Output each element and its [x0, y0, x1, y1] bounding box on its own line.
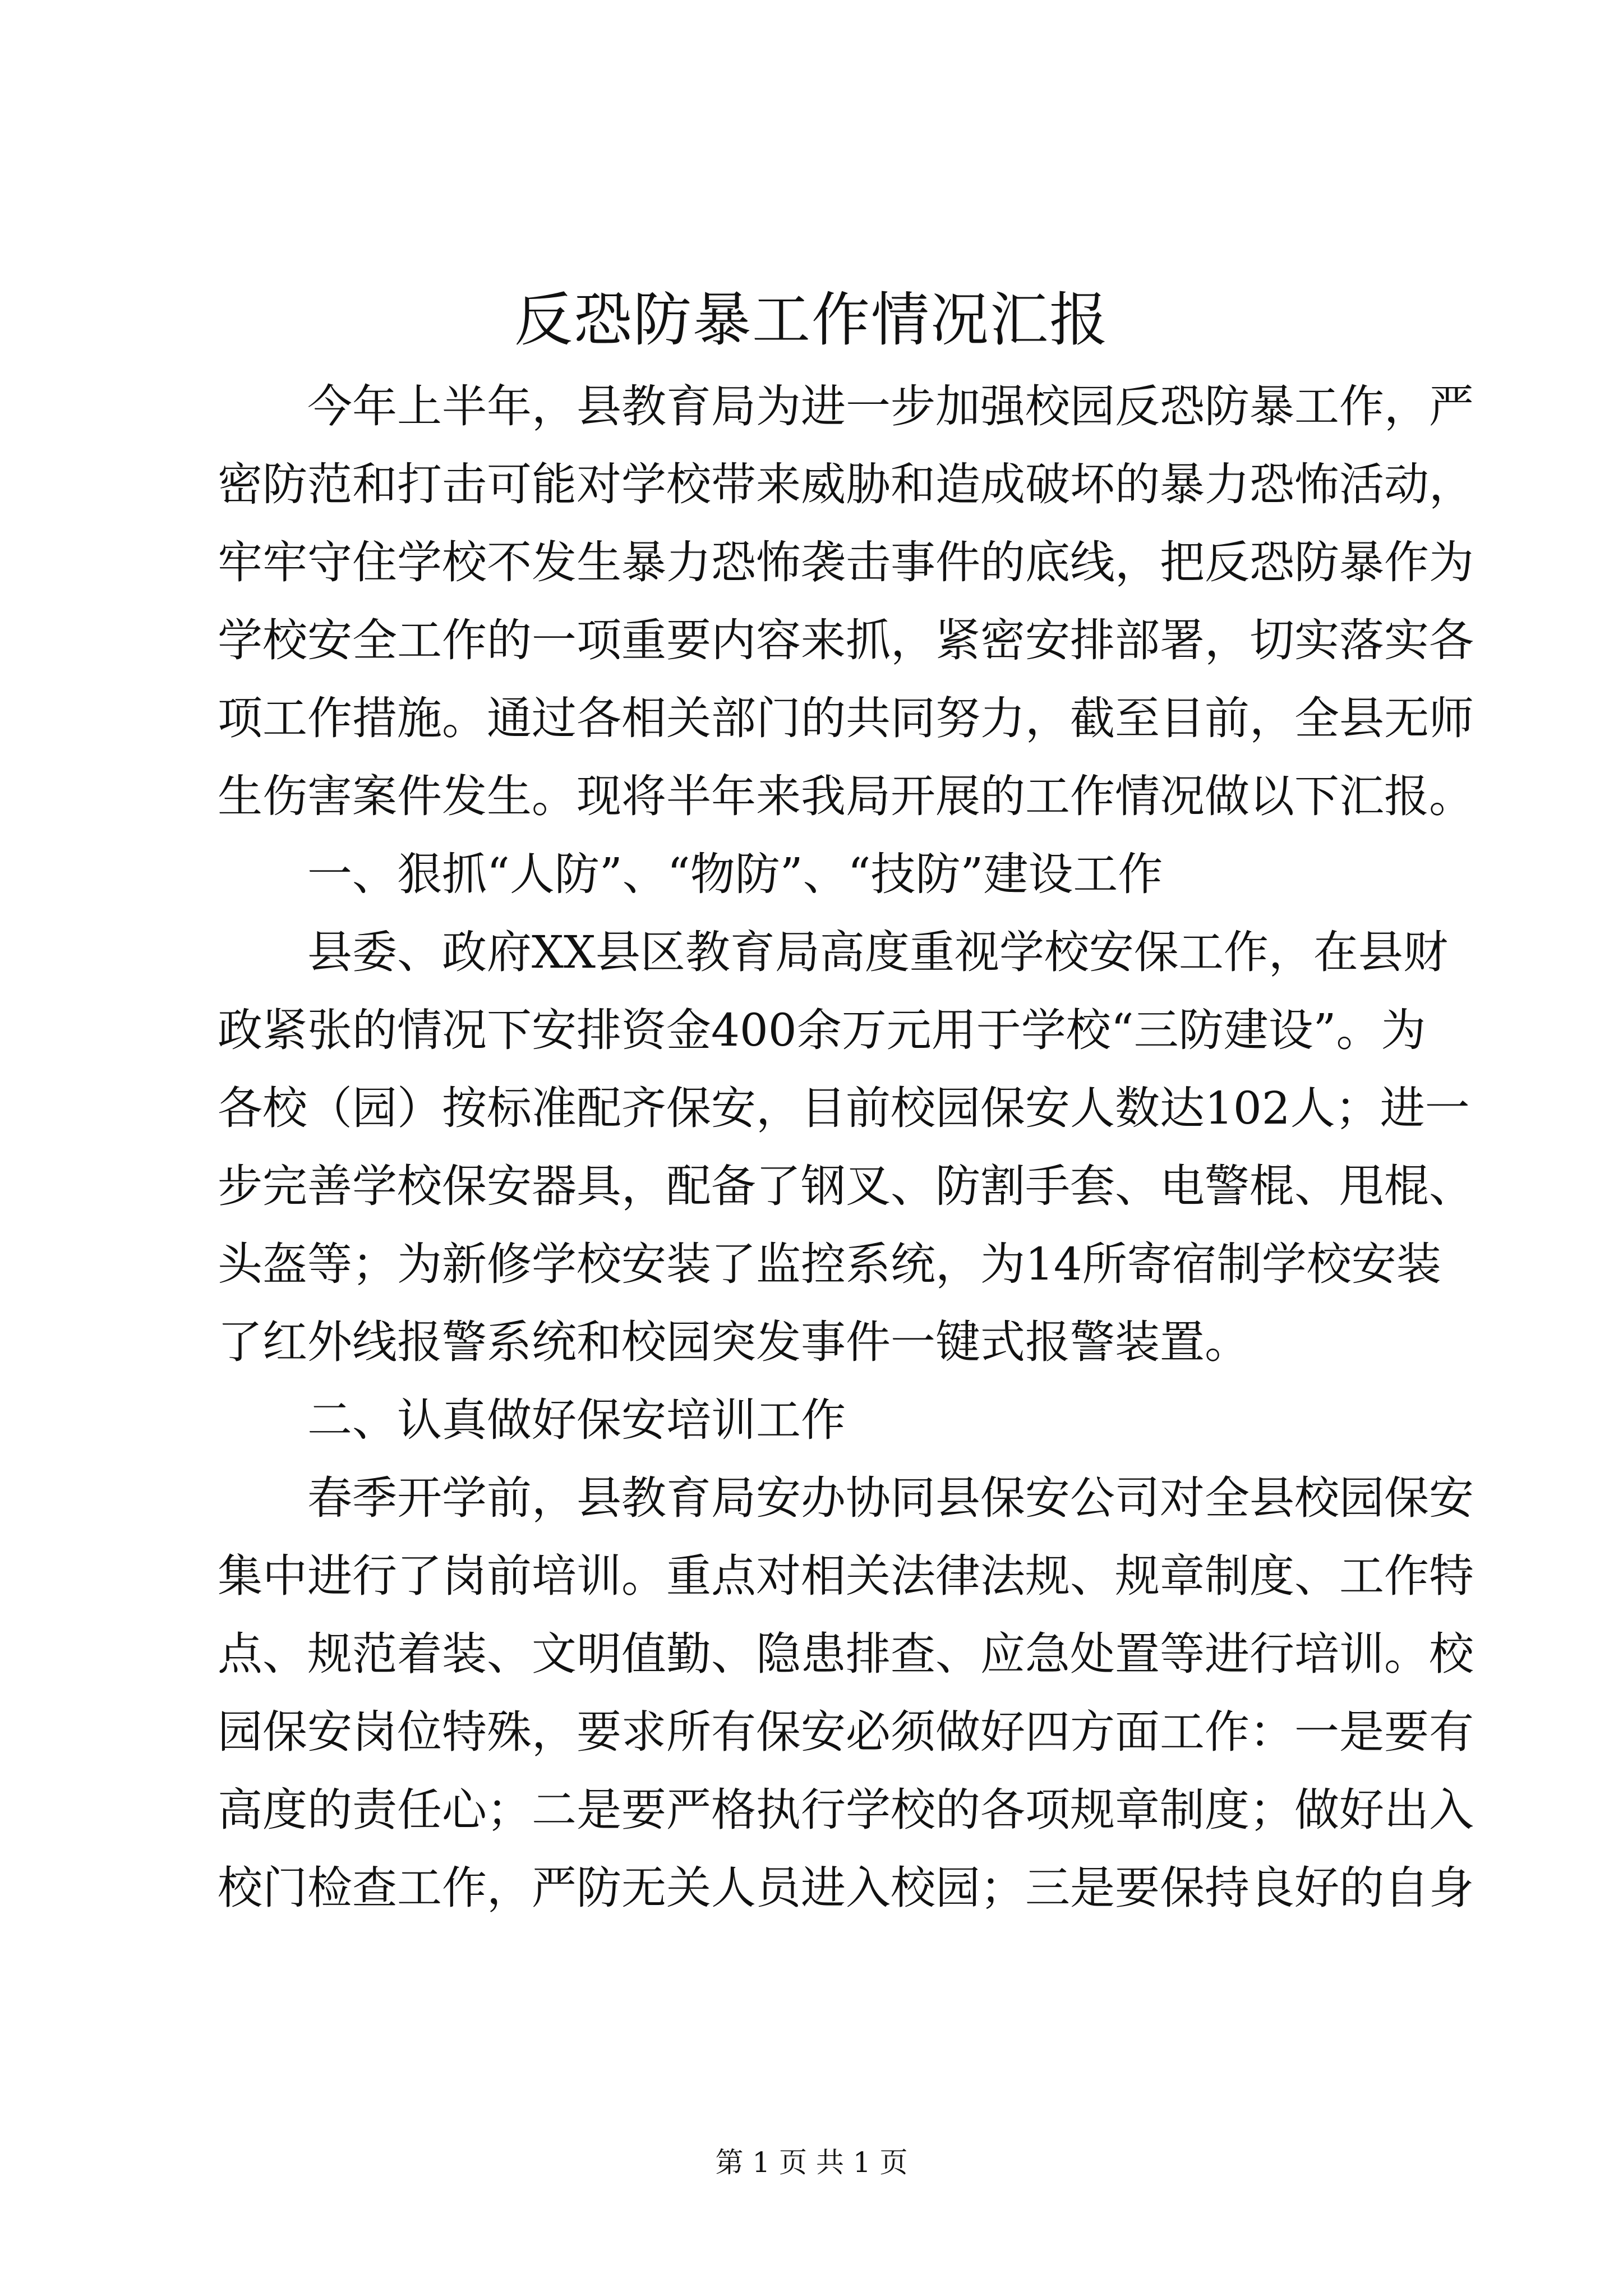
- paragraph-line: 密防范和打击可能对学校带来威胁和造成破坏的暴力恐怖活动，: [218, 458, 1474, 510]
- paragraph-line: 步完善学校保安器具，配备了钢叉、防割手套、电警棍、甩棍、: [218, 1160, 1474, 1212]
- page-footer: 第 1 页 共 1 页: [715, 2146, 908, 2179]
- document-title: 反恐防暴工作情况汇报: [514, 286, 1109, 354]
- paragraph-line: 牢牢守住学校不发生暴力恐怖袭击事件的底线，把反恐防暴作为: [218, 536, 1474, 588]
- paragraph-line: 点、规范着装、文明值勤、隐患排查、应急处置等进行培训。校: [218, 1628, 1474, 1680]
- paragraph-line: 各校（园）按标准配齐保安，目前校园保安人数达102人；进一: [218, 1082, 1470, 1134]
- paragraph-line: 政紧张的情况下安排资金400余万元用于学校“三防建设”。为: [218, 1004, 1426, 1056]
- paragraph-line: 今年上半年，县教育局为进一步加强校园反恐防暴工作，严: [307, 380, 1474, 432]
- paragraph-line: 集中进行了岗前培训。重点对相关法律法规、规章制度、工作特: [218, 1550, 1474, 1602]
- paragraph-line: 县委、政府XX县区教育局高度重视学校安保工作，在县财: [307, 926, 1448, 978]
- paragraph-line: 生伤害案件发生。现将半年来我局开展的工作情况做以下汇报。: [218, 770, 1474, 822]
- paragraph-line: 头盔等；为新修学校安装了监控系统，为14所寄宿制学校安装: [218, 1238, 1441, 1290]
- paragraph-line: 项工作措施。通过各相关部门的共同努力，截至目前，全县无师: [218, 692, 1474, 744]
- document-body: [218, 367, 1474, 1927]
- section-heading: 二、认真做好保安培训工作: [307, 1394, 846, 1446]
- paragraph-line: 了红外线报警系统和校园突发事件一键式报警装置。: [218, 1316, 1249, 1368]
- paragraph-line: 春季开学前，县教育局安办协同县保安公司对全县校园保安: [307, 1472, 1474, 1524]
- paragraph-line: 校门检查工作，严防无关人员进入校园；三是要保持良好的自身: [218, 1862, 1474, 1914]
- paragraph-line: 学校安全工作的一项重要内容来抓，紧密安排部署，切实落实各: [218, 614, 1474, 666]
- paragraph-line: 园保安岗位特殊，要求所有保安必须做好四方面工作：一是要有: [218, 1706, 1474, 1758]
- paragraph-line: 高度的责任心；二是要严格执行学校的各项规章制度；做好出入: [218, 1784, 1474, 1836]
- section-heading: 一、狠抓“人防”、“物防”、“技防”建设工作: [307, 848, 1163, 900]
